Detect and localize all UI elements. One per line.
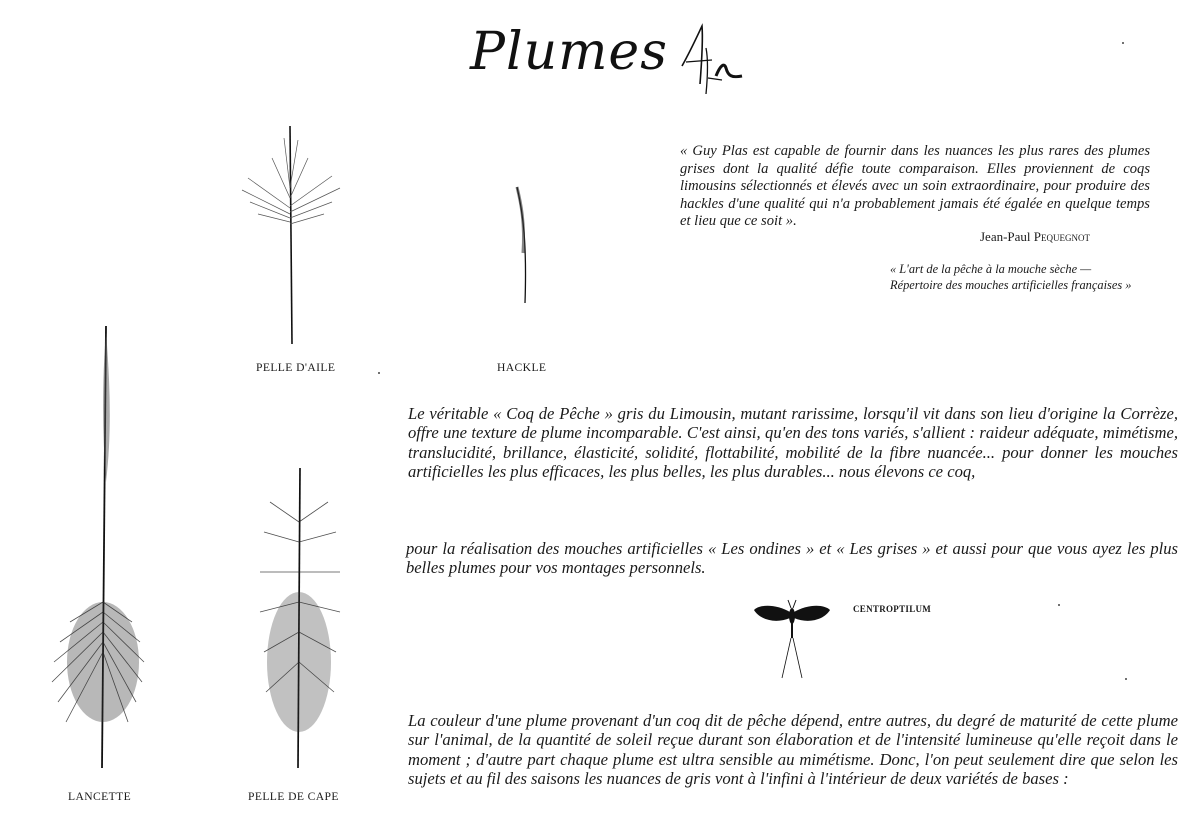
label-pelle-aile: PELLE D'AILE <box>256 361 336 374</box>
quote-author <box>980 229 1090 245</box>
quote-text: « Guy Plas est capable de fournir dans les nuances les plus rares des plumes grises dont la qualité défie toute comparaison. Elles proviennent de coqs limousins sélectionnés et élevés avec un soin extraordinaire, pour produire des hackles d'une qualité qui n'a probablement jamais été égalée en quelque temps et lieu que ce soit ». <box>680 143 1150 230</box>
quote-reference <box>890 262 1180 293</box>
body-paragraph-3: La couleur d'une plume provenant d'un coq dit de pêche dépend, entre autres, du degré de maturité de cette plume sur l'animal, de la quantité de soleil reçue durant son élaboration et de l'intensité lumineuse qu'elle reçoit dans le moment ; d'autre part chaque plume est ultra sensible au mimétisme. Donc, l'on peut seulement dire que selon les sujets et au fil des saisons les nuances de gris vont à l'infini à l'intérieur de deux variétés de bases : <box>408 711 1178 788</box>
pelle-cape-feather-icon <box>250 462 350 770</box>
label-pelle-cape: PELLE DE CAPE <box>248 790 339 803</box>
reference-line-2: Répertoire des mouches artificielles françaises » <box>890 277 1132 292</box>
page-title: Plumes <box>470 22 668 82</box>
reference-line-1: « L'art de la pêche à la mouche sèche — <box>890 262 1092 276</box>
label-lancette: LANCETTE <box>68 790 132 803</box>
mayfly-icon <box>752 594 832 680</box>
signature-icon <box>672 18 752 98</box>
label-hackle: HACKLE <box>497 361 547 374</box>
author-last-name: Pequegnot <box>1033 229 1091 244</box>
scan-speck <box>1122 42 1124 44</box>
author-first-name: Jean-Paul <box>980 229 1031 244</box>
insect-label: CENTROPTILUM <box>853 604 932 614</box>
body-paragraph-1: Le véritable « Coq de Pêche » gris du Limousin, mutant rarissime, lorsqu'il vit dans son lieu d'origine la Corrèze, offre une texture de plume incomparable. C'est ainsi, qu'en des tons variés, s'allient : raideur adéquate, mimétisme, translucidité, brillance, élasticité, solidité, flottabilité, mobilité de la fibre nuancée... pour donner les mouches artificielles les plus efficaces, les plus belles, les plus durables... nous élevons ce coq, <box>408 404 1178 481</box>
scan-speck <box>378 372 380 374</box>
body-paragraph-2: pour la réalisation des mouches artificielles « Les ondines » et « Les grises » et aussi pour que vous ayez les plus belles plumes pour vos montages personnels. <box>406 539 1178 578</box>
hackle-feather-icon <box>505 183 545 308</box>
lancette-feather-icon <box>40 322 150 772</box>
pelle-aile-feather-icon <box>228 118 358 348</box>
scan-speck <box>1125 678 1127 680</box>
scan-speck <box>1058 604 1060 606</box>
